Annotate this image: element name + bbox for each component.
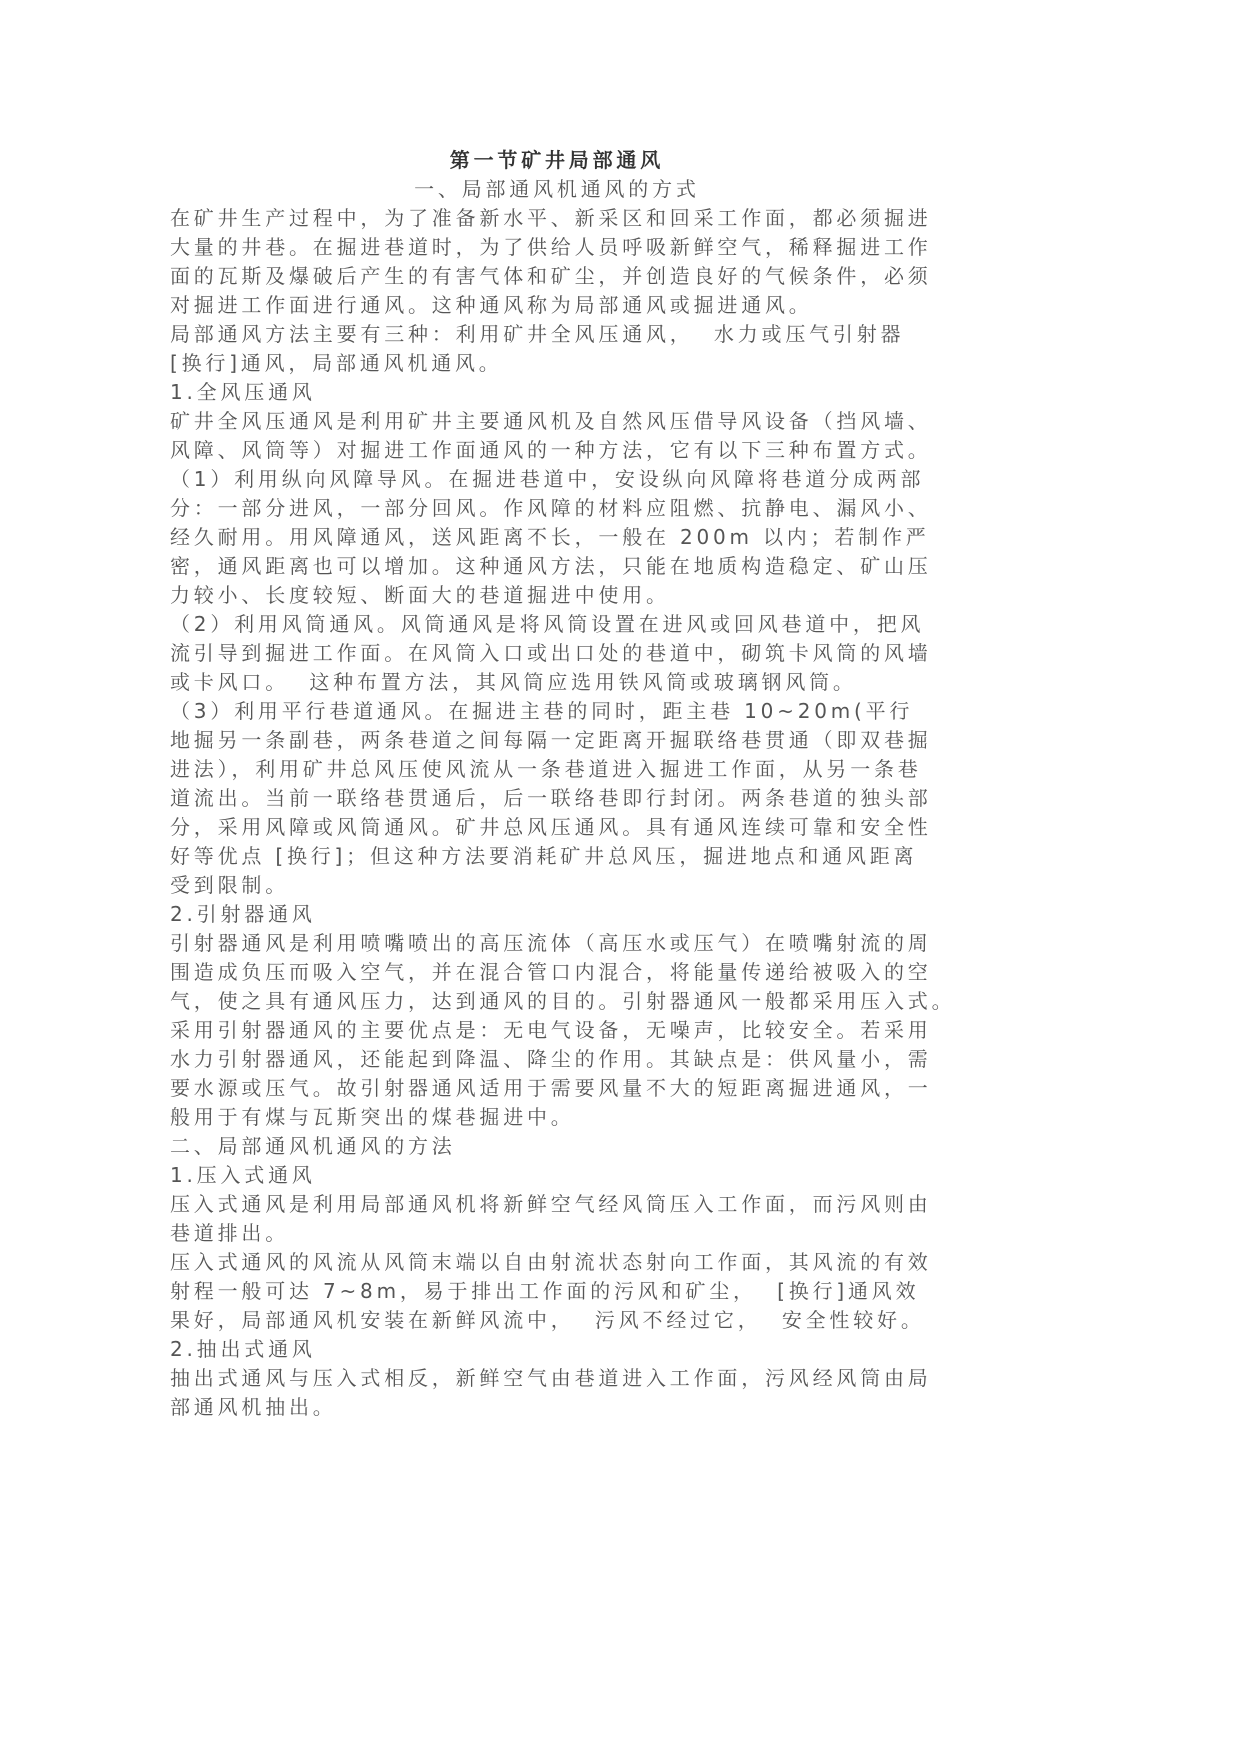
body-text-line: 果好，局部通风机安装在新鲜风流中， 污风不经过它， 安全性较好。 [170,1308,925,1332]
section-heading: 二、局部通风机通风的方法 [170,1134,456,1158]
subsection-heading: 1.全风压通风 [170,380,316,404]
body-text-line: 水力引射器通风，还能起到降温、降尘的作用。其缺点是：供风量小，需 [170,1047,932,1071]
body-text-line: 巷道排出。 [170,1221,289,1245]
body-text-line: （3）利用平行巷道通风。在掘进主巷的同时，距主巷 10~20m(平行 [170,699,914,723]
body-text-line: （2）利用风筒通风。风筒通风是将风筒设置在进风或回风巷道中，把风 [170,612,925,636]
body-text-line: 压入式通风是利用局部通风机将新鲜空气经风筒压入工作面，而污风则由 [170,1192,932,1216]
body-text-line: 引射器通风是利用喷嘴喷出的高压流体（高压水或压气）在喷嘴射流的周 [170,931,932,955]
body-text-line: 要水源或压气。故引射器通风适用于需要风量不大的短距离掘进通风，一 [170,1076,932,1100]
body-text-line: 采用引射器通风的主要优点是：无电气设备，无噪声，比较安全。若采用 [170,1018,932,1042]
body-text-line: 力较小、长度较短、断面大的巷道掘进中使用。 [170,583,670,607]
body-text-line: 分，采用风障或风筒通风。矿井总风压通风。具有通风连续可靠和安全性 [170,815,932,839]
body-text-line: 压入式通风的风流从风筒末端以自由射流状态射向工作面，其风流的有效 [170,1250,932,1274]
body-text-line: [换行]通风，局部通风机通风。 [170,351,503,375]
body-text-line: 经久耐用。用风障通风，送风距离不长，一般在 200m 以内；若制作严 [170,525,930,549]
body-text-line: 般用于有煤与瓦斯突出的煤巷掘进中。 [170,1105,575,1129]
body-text-line: （1）利用纵向风障导风。在掘进巷道中，安设纵向风障将巷道分成两部 [170,467,925,491]
body-text-line: 射程一般可达 7~8m，易于排出工作面的污风和矿尘， [换行]通风效 [170,1279,920,1303]
body-text-line: 部通风机抽出。 [170,1395,337,1419]
subsection-heading: 2.引射器通风 [170,902,316,926]
body-text-line: 面的瓦斯及爆破后产生的有害气体和矿尘，并创造良好的气候条件，必须 [170,264,932,288]
body-text-line: 矿井全风压通风是利用矿井主要通风机及自然风压借导风设备（挡风墙、 [170,409,932,433]
body-text-line: 道流出。当前一联络巷贯通后，后一联络巷即行封闭。两条巷道的独头部 [170,786,932,810]
subsection-heading: 1.压入式通风 [170,1163,316,1187]
body-text-line: 对掘进工作面进行通风。这种通风称为局部通风或掘进通风。 [170,293,813,317]
body-text-line: 进法），利用矿井总风压使风流从一条巷道进入掘进工作面，从另一条巷 [170,757,922,781]
body-text-line: 受到限制。 [170,873,289,897]
section-title: 第一节矿井局部通风 [449,148,664,172]
body-text-line: 在矿井生产过程中，为了准备新水平、新采区和回采工作面，都必须掘进 [170,206,932,230]
body-text-line: 围造成负压而吸入空气，并在混合管口内混合，将能量传递给被吸入的空 [170,960,932,984]
subsection-heading: 2.抽出式通风 [170,1337,316,1361]
body-text-line: 抽出式通风与压入式相反，新鲜空气由巷道进入工作面，污风经风筒由局 [170,1366,932,1390]
body-text-line: 大量的井巷。在掘进巷道时，为了供给人员呼吸新鲜空气，稀释掘进工作 [170,235,932,259]
section-heading: 一、局部通风机通风的方式 [414,177,700,201]
body-text-line: 分：一部分进风，一部分回风。作风障的材料应阻燃、抗静电、漏风小、 [170,496,932,520]
body-text-line: 或卡风口。 这种布置方法，其风筒应选用铁风筒或玻璃钢风筒。 [170,670,857,694]
body-text-line: 好等优点 [换行]；但这种方法要消耗矿井总风压，掘进地点和通风距离 [170,844,918,868]
body-text-line: 密，通风距离也可以增加。这种通风方法，只能在地质构造稳定、矿山压 [170,554,932,578]
body-text-line: 气，使之具有通风压力，达到通风的目的。引射器通风一般都采用压入式。 [170,989,956,1013]
body-text-line: 局部通风方法主要有三种：利用矿井全风压通风， 水力或压气引射器 [170,322,905,346]
body-text-line: 地掘另一条副巷，两条巷道之间每隔一定距离开掘联络巷贯通（即双巷掘 [170,728,932,752]
body-text-line: 流引导到掘进工作面。在风筒入口或出口处的巷道中，砌筑卡风筒的风墙 [170,641,932,665]
document-body [170,146,990,1422]
body-text-line: 风障、风筒等）对掘进工作面通风的一种方法，它有以下三种布置方式。 [170,438,932,462]
